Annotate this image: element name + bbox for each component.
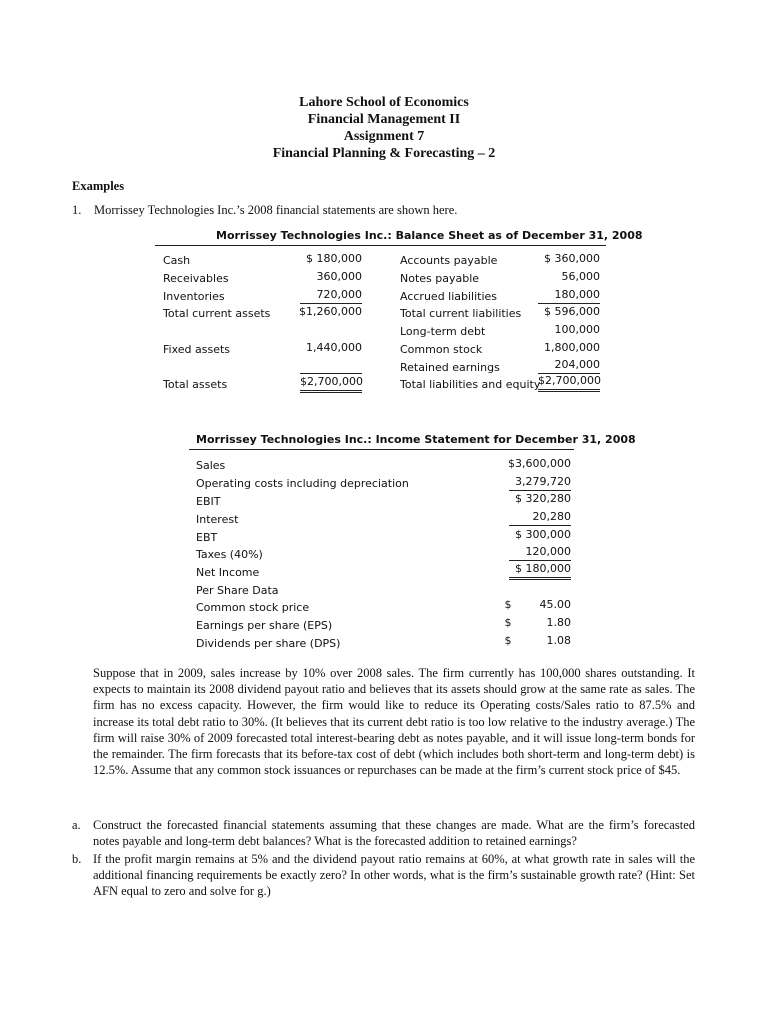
question-number: 1. [72, 203, 82, 217]
liability-value: 180,000 [538, 287, 600, 304]
income-value: 20,280 [509, 509, 571, 526]
income-value: 120,000 [509, 544, 571, 561]
course-name: Financial Management II [307, 112, 461, 127]
asset-label: Total assets [163, 378, 228, 391]
asset-value: 720,000 [300, 287, 362, 304]
question-b-letter: b. [72, 852, 82, 866]
liability-label: Accounts payable [400, 254, 498, 267]
asset-label: Total current assets [163, 307, 271, 320]
asset-value: $1,260,000 [299, 305, 362, 318]
income-statement-title: Morrissey Technologies Inc.: Income Statement for December 31, 2008 [196, 433, 636, 446]
question-text: Morrissey Technologies Inc.’s 2008 financial statements are shown here. [94, 203, 458, 217]
liability-label: Total current liabilities [400, 307, 522, 320]
income-label: EBIT [196, 495, 221, 508]
assignment-title: Assignment 7 [343, 129, 425, 144]
income-value: $ 180,000 [509, 561, 571, 580]
scenario-paragraph: Suppose that in 2009, sales increase by 10% over 2008 sales. The firm currently has 100,000 shares outstanding. It expects to maintain its 2008 dividend payout ratio and believes that its assets should grow at the same rate as sales. The firm has no excess capacity. However, the firm would like to reduce its Operating costs/Sales ratio to 87.5% and increase its total debt ratio to 30%. (It believes that its current debt ratio is too low relative to the industry average.) The firm will raise 30% of 2009 forecasted total interest-bearing debt as notes payable, and it will issue long-term bonds for the remainder. The firm forecasts that its before-tax cost of debt (which includes both short-term and long-term debt) is 12.5%. Assume that any common stock issuances or repurchases can be made at the firm’s current stock price of $45. [93, 666, 695, 778]
liability-label: Common stock [400, 343, 483, 356]
school-name: Lahore School of Economics [299, 95, 469, 110]
income-label: Per Share Data [196, 584, 279, 597]
income-label: Dividends per share (DPS) [196, 637, 341, 650]
liability-value: 56,000 [561, 270, 600, 283]
liability-value: 1,800,000 [544, 341, 600, 354]
liability-value: $ 596,000 [544, 305, 600, 318]
income-label: Sales [196, 459, 226, 472]
asset-value: 360,000 [316, 270, 362, 283]
income-value: $ 1.80 [504, 616, 571, 629]
income-value: $ 1.08 [504, 634, 571, 647]
income-value: 3,279,720 [509, 474, 571, 491]
document-header [0, 94, 768, 162]
income-value: $ 45.00 [504, 598, 571, 611]
question-a [72, 817, 695, 849]
liability-label: Accrued liabilities [400, 290, 498, 303]
liability-value: $ 360,000 [544, 252, 600, 265]
asset-value: 1,440,000 [306, 341, 362, 354]
balance-sheet-rule [155, 245, 606, 246]
question-b-text: If the profit margin remains at 5% and the dividend payout ratio remains at 60%, at what growth rate in sales will the additional financing requirements be exactly zero? In other words, what is the firm’s sustainable growth rate? (Hint: Set AFN equal to zero and solve for g.) [93, 852, 695, 899]
income-label: Common stock price [196, 601, 310, 614]
liability-label: Notes payable [400, 272, 480, 285]
question-a-letter: a. [72, 818, 81, 832]
asset-value: $ 180,000 [306, 252, 362, 265]
income-label: Interest [196, 513, 239, 526]
question-1-intro [72, 203, 457, 218]
asset-label: Receivables [163, 272, 229, 285]
liability-label: Long-term debt [400, 325, 486, 338]
income-label: Earnings per share (EPS) [196, 619, 333, 632]
examples-heading: Examples [72, 179, 125, 193]
question-b [72, 851, 695, 900]
income-value: $ 320,280 [515, 492, 571, 505]
asset-label: Cash [163, 254, 191, 267]
topic-title: Financial Planning & Forecasting – 2 [272, 146, 496, 161]
income-value: $3,600,000 [508, 457, 571, 470]
asset-value: $2,700,000 [300, 373, 362, 393]
income-statement-rule [189, 449, 574, 450]
balance-sheet-title: Morrissey Technologies Inc.: Balance Sheet as of December 31, 2008 [216, 229, 643, 242]
income-label: Net Income [196, 566, 260, 579]
liability-value: 100,000 [554, 323, 600, 336]
income-label: EBT [196, 531, 218, 544]
liability-value: $2,700,000 [538, 373, 600, 392]
liability-value: 204,000 [538, 357, 600, 374]
asset-label: Inventories [163, 290, 225, 303]
income-label: Taxes (40%) [196, 548, 263, 561]
question-a-text: Construct the forecasted financial statements assuming that these changes are made. What are the firm’s forecasted notes payable and long-term debt balances? What is the forecasted addition to retained earnings? [93, 818, 695, 849]
asset-label: Fixed assets [163, 343, 231, 356]
income-value: $ 300,000 [515, 528, 571, 541]
income-label: Operating costs including depreciation [196, 477, 409, 490]
liability-label: Retained earnings [400, 361, 500, 374]
liability-label: Total liabilities and equity [400, 378, 541, 391]
